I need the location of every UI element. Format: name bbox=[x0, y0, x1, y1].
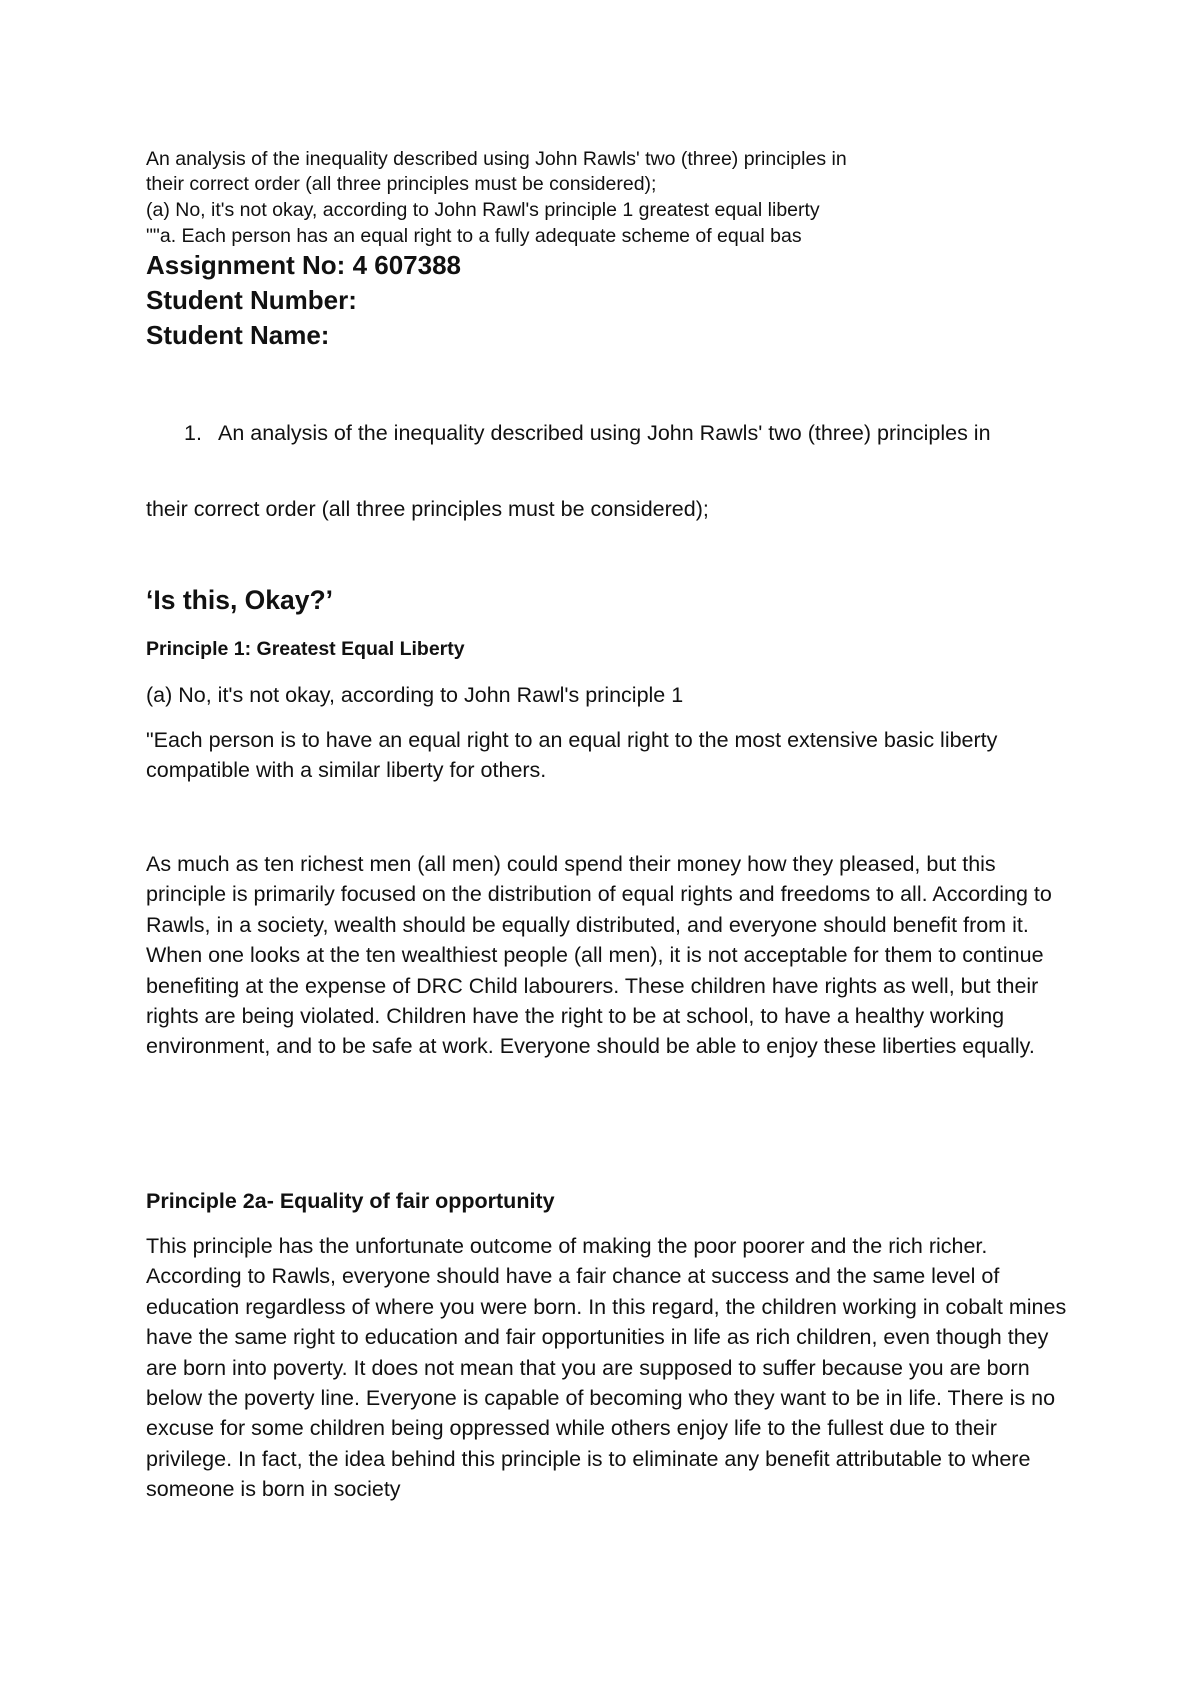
student-number-title: Student Number: bbox=[146, 285, 357, 315]
header-note-line-3: (a) No, it's not okay, according to John Rawl's principle 1 greatest equal liberty bbox=[146, 199, 820, 221]
header-note-line-4: ""a. Each person has an equal right to a fully adequate scheme of equal bas bbox=[146, 225, 802, 247]
principle-1-quote: "Each person is to have an equal right to an equal right to the most extensive basic liberty compatible with a similar liberty for others. bbox=[146, 728, 998, 783]
principle-1-heading: Principle 1: Greatest Equal Liberty bbox=[146, 638, 465, 660]
principle-2a-paragraph-block bbox=[146, 1231, 1076, 1505]
question-heading: ‘Is this, Okay?’ bbox=[146, 585, 334, 615]
principle-1-answer-block bbox=[146, 680, 1076, 710]
header-note-line-1: An analysis of the inequality described using John Rawls' two (three) principles in bbox=[146, 148, 847, 170]
principle-1-paragraph-block bbox=[146, 849, 1076, 1062]
student-name-title: Student Name: bbox=[146, 320, 330, 350]
header-note-line-2: their correct order (all three principles must be considered); bbox=[146, 173, 657, 195]
principle-2a-heading: Principle 2a- Equality of fair opportunity bbox=[146, 1189, 555, 1213]
list-item-number: 1. bbox=[184, 421, 202, 445]
principle-1-answer: (a) No, it's not okay, according to John Rawl's principle 1 bbox=[146, 683, 684, 707]
principle-1-paragraph: As much as ten richest men (all men) could spend their money how they pleased, but this principle is primarily focused on the distribution of equal rights and freedoms to all. According to Rawls, in a society, wealth should be equally distributed, and everyone should benefit from it. When one looks at the ten wealthiest people (all men), it is not acceptable for them to continue benefiting at the expense of DRC Child labourers. These children have rights as well, but their rights are being violated. Children have the right to be at school, to have a healthy working environment, and to be safe at work. Everyone should be able to enjoy these liberties equally. bbox=[146, 852, 1052, 1059]
list-continuation-text: their correct order (all three principles must be considered); bbox=[146, 497, 709, 521]
principle-1-quote-block bbox=[146, 725, 1076, 786]
assignment-number-title: Assignment No: 4 607388 bbox=[146, 250, 462, 280]
list-continuation-block bbox=[146, 494, 1076, 524]
list-item-text: An analysis of the inequality described using John Rawls' two (three) principles in bbox=[218, 421, 991, 445]
principle-2a-paragraph: This principle has the unfortunate outcome of making the poor poorer and the rich richer. According to Rawls, everyone should have a fair chance at success and the same level of education regardless of where you were born. In this regard, the children working in cobalt mines have the same right to education and fair opportunities in life as rich children, even though they are born into poverty. It does not mean that you are supposed to suffer because you are born below the poverty line. Everyone is capable of becoming who they want to be in life. There is no excuse for some children being oppressed while others enjoy life to the fullest due to their privilege. In fact, the idea behind this principle is to eliminate any benefit attributable to where someone is born in society bbox=[146, 1234, 1067, 1502]
